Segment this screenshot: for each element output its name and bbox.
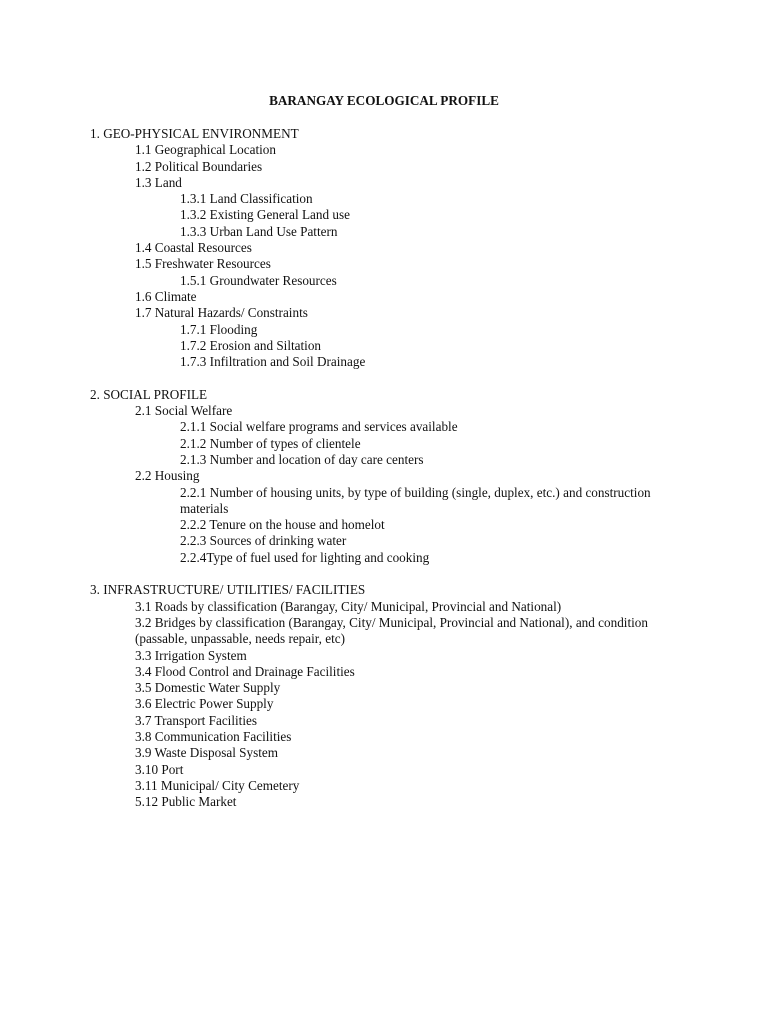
- section-heading: 2. SOCIAL PROFILE: [90, 386, 208, 402]
- outline-item: 1.1 Geographical Location: [135, 142, 276, 158]
- outline-subitem: 1.3.2 Existing General Land use: [180, 207, 350, 223]
- section-spacer: [90, 370, 690, 386]
- outline: [90, 126, 690, 810]
- outline-subitem: 1.5.1 Groundwater Resources: [180, 272, 337, 288]
- outline-item: 3.5 Domestic Water Supply: [135, 680, 281, 696]
- section-spacer: [90, 566, 690, 582]
- outline-item: 3.2 Bridges by classification (Barangay, City/ Municipal, Provincial and National), and condition (passable, unpassable, needs repair, etc): [135, 614, 648, 647]
- outline-subitem: 2.2.1 Number of housing units, by type of building (single, duplex, etc.) and construction materials: [180, 484, 651, 516]
- outline-subitem: 1.3.1 Land Classification: [180, 191, 313, 207]
- outline-item: 1.2 Political Boundaries: [135, 158, 263, 174]
- outline-item: 2.1 Social Welfare: [135, 403, 233, 419]
- outline-subitem: 1.7.3 Infiltration and Soil Drainage: [180, 354, 366, 370]
- outline-item: 3.1 Roads by classification (Barangay, City/ Municipal, Provincial and National): [135, 598, 562, 614]
- outline-subitem: 2.2.3 Sources of drinking water: [180, 533, 347, 549]
- outline-item: 3.7 Transport Facilities: [135, 712, 257, 728]
- outline-subitem: 2.2.2 Tenure on the house and homelot: [180, 517, 385, 533]
- outline-subitem: 2.2.4Type of fuel used for lighting and cooking: [180, 549, 430, 565]
- outline-subitem: 2.1.1 Social welfare programs and services available: [180, 419, 458, 435]
- outline-item: 1.3 Land: [135, 174, 182, 190]
- document-title: BARANGAY ECOLOGICAL PROFILE: [269, 93, 499, 108]
- outline-item: 3.10 Port: [135, 761, 184, 777]
- section-heading: 3. INFRASTRUCTURE/ UTILITIES/ FACILITIES: [90, 582, 366, 598]
- outline-subitem: 2.1.2 Number of types of clientele: [180, 435, 361, 451]
- outline-item: 3.9 Waste Disposal System: [135, 745, 279, 761]
- outline-subitem: 1.7.2 Erosion and Siltation: [180, 337, 322, 353]
- outline-subitem: 1.7.1 Flooding: [180, 321, 258, 337]
- outline-item: 1.5 Freshwater Resources: [135, 256, 271, 272]
- outline-item: 2.2 Housing: [135, 468, 200, 484]
- outline-subitem: 2.1.3 Number and location of day care centers: [180, 451, 424, 467]
- outline-item: 3.6 Electric Power Supply: [135, 696, 274, 712]
- outline-item: 3.11 Municipal/ City Cemetery: [135, 777, 300, 793]
- outline-item: 1.6 Climate: [135, 288, 197, 304]
- outline-item: 5.12 Public Market: [135, 794, 237, 810]
- outline-subitem: 1.3.3 Urban Land Use Pattern: [180, 223, 338, 239]
- outline-item: 1.4 Coastal Resources: [135, 240, 252, 256]
- section-heading: 1. GEO-PHYSICAL ENVIRONMENT: [90, 126, 299, 141]
- outline-item: 3.4 Flood Control and Drainage Facilities: [135, 663, 355, 679]
- outline-item: 1.7 Natural Hazards/ Constraints: [135, 305, 308, 321]
- outline-item: 3.8 Communication Facilities: [135, 728, 292, 744]
- outline-item: 3.3 Irrigation System: [135, 647, 247, 663]
